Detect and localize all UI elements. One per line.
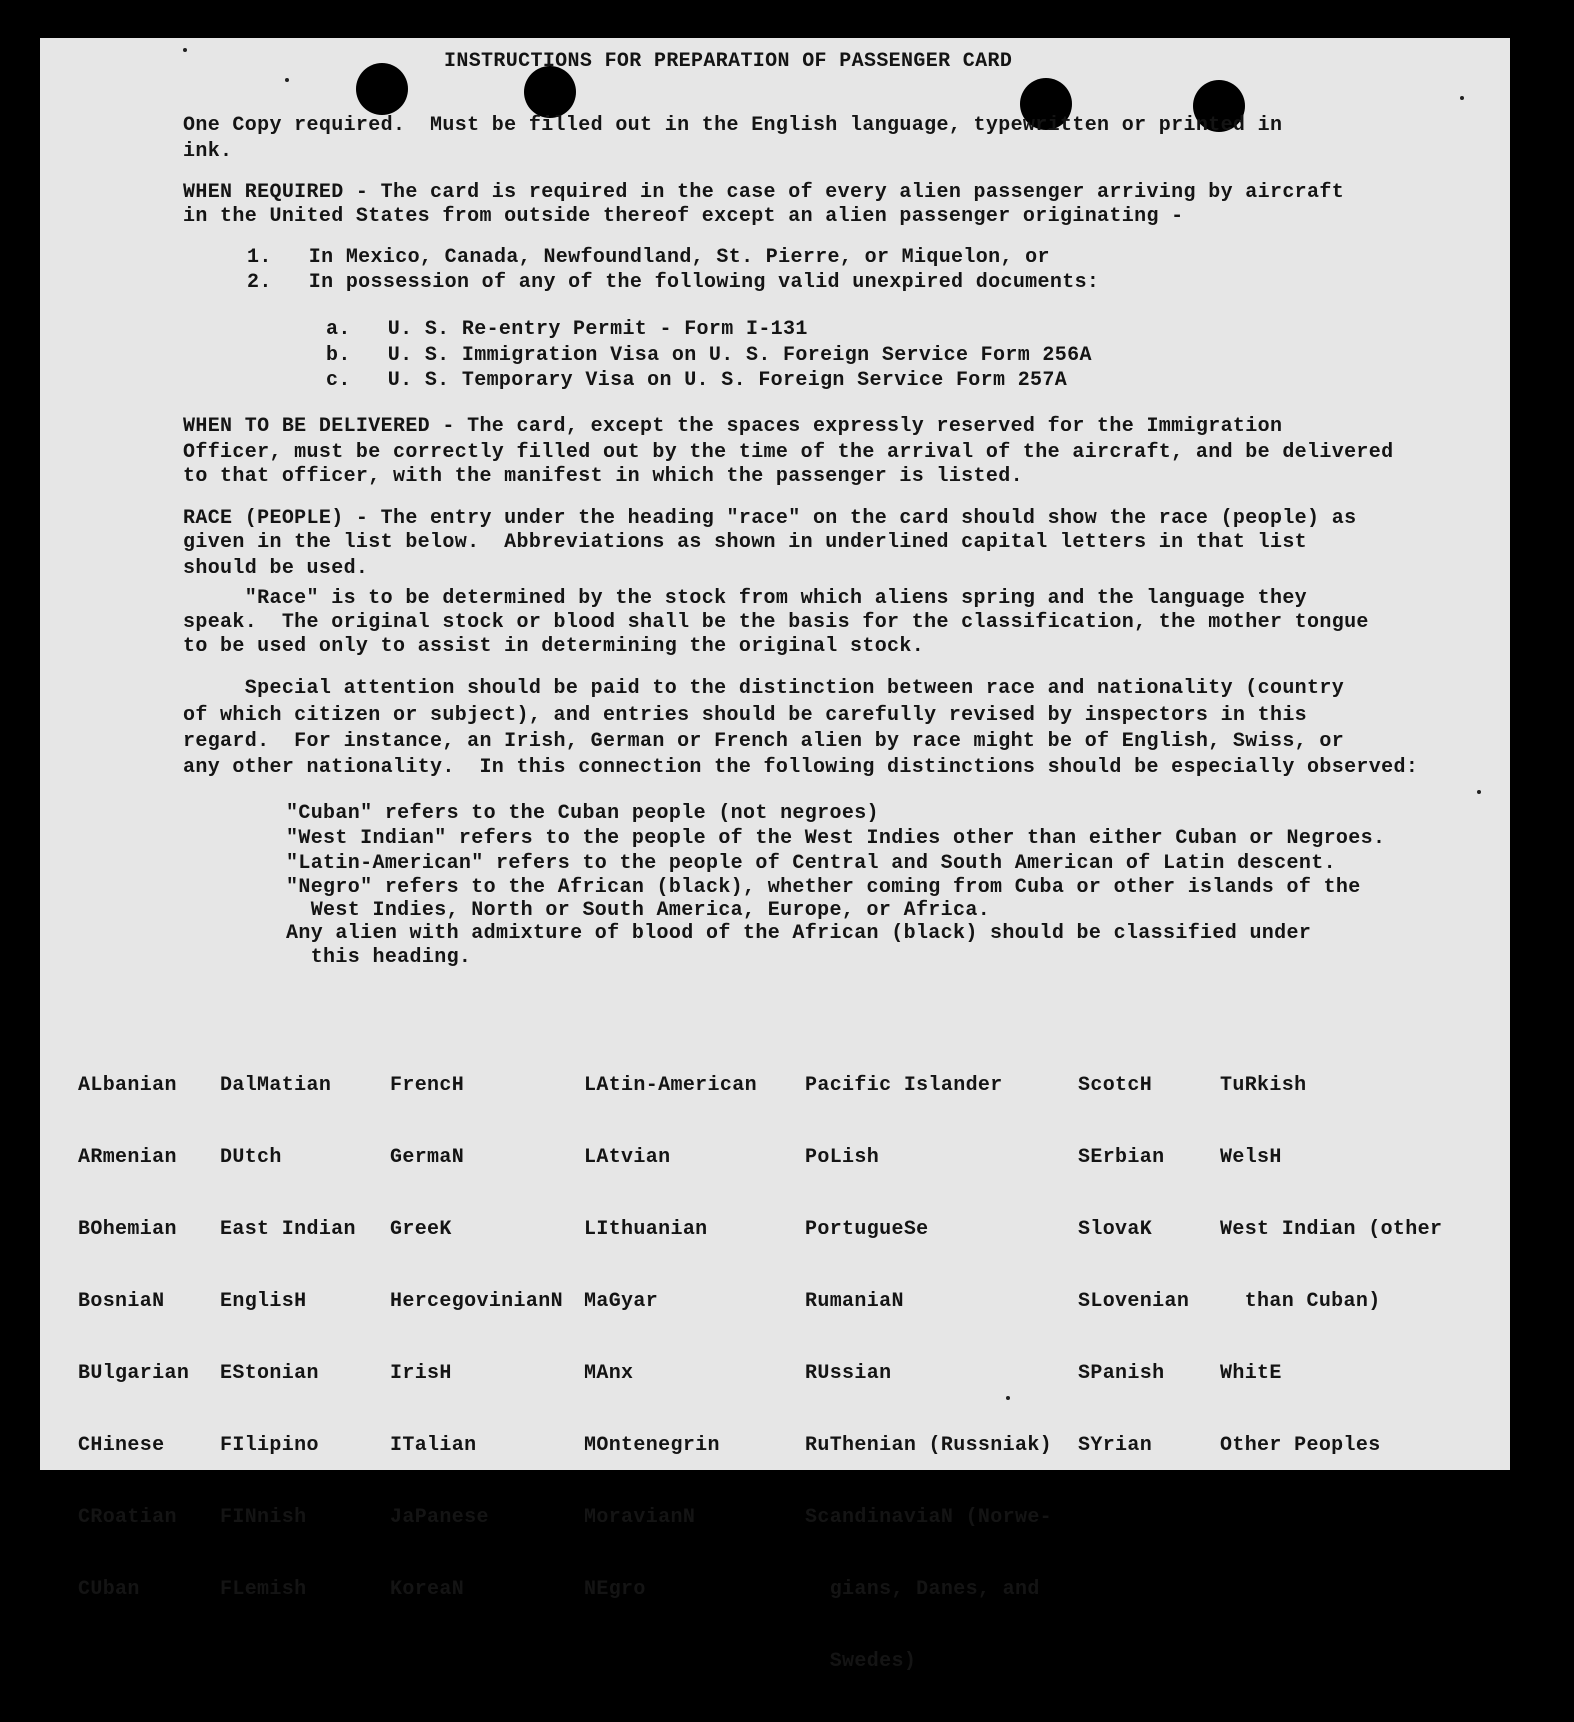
ink-speck <box>1460 96 1464 100</box>
race-entry: SPanish <box>1078 1362 1165 1385</box>
race-entry: MOntenegrin <box>584 1434 720 1457</box>
race-entry: MAnx <box>584 1362 634 1385</box>
ink-speck <box>183 48 187 52</box>
race-entry: LAtvian <box>584 1146 671 1169</box>
race-entry: ScotcH <box>1078 1074 1153 1097</box>
race-entry: DUtch <box>220 1146 282 1169</box>
ink-speck <box>1477 790 1481 794</box>
race-entry: TuRkish <box>1220 1074 1307 1097</box>
race-list-column <box>78 1026 189 1650</box>
race-entry: BUlgarian <box>78 1362 190 1385</box>
distinction-line: "West Indian" refers to the people of the West Indies other than either Cuban or Negroes. <box>286 827 1386 850</box>
race-entry: SLovenian <box>1078 1290 1190 1313</box>
intro-line: One Copy required. Must be filled out in the English language, typewritten or printed in <box>183 114 1283 137</box>
race-entry: than Cuban) <box>1220 1290 1381 1313</box>
race-entry: JaPanese <box>390 1506 489 1529</box>
race-entry: ARmenian <box>78 1146 177 1169</box>
race-entry: East Indian <box>220 1218 356 1241</box>
special-attention-line: Special attention should be paid to the distinction between race and nationality (country <box>183 677 1345 700</box>
race-entry: EStonian <box>220 1362 319 1385</box>
race-entry: LIthuanian <box>584 1218 708 1241</box>
when-required-line: WHEN REQUIRED - The card is required in the case of every alien passenger arriving by aircraft <box>183 181 1345 204</box>
race-list-column <box>1078 1026 1189 1506</box>
race-entry: ScandinaviaN (Norwe- <box>805 1506 1053 1529</box>
distinction-line: West Indies, North or South America, Europe, or Africa. <box>286 899 991 922</box>
when-delivered-line: Officer, must be correctly filled out by the time of the arrival of the aircraft, and be delivered <box>183 441 1394 464</box>
race-entry: CHinese <box>78 1434 165 1457</box>
race-entry: IrisH <box>390 1362 452 1385</box>
distinction-line: "Cuban" refers to the Cuban people (not negroes) <box>286 802 879 825</box>
when-delivered-line: WHEN TO BE DELIVERED - The card, except the spaces expressly reserved for the Immigration <box>183 415 1283 438</box>
race-entry: West Indian (other <box>1220 1218 1443 1241</box>
race-entry: PoLish <box>805 1146 880 1169</box>
race-entry: MaGyar <box>584 1290 659 1313</box>
race-definition-line: to be used only to assist in determining the original stock. <box>183 635 925 658</box>
race-entry: RUssian <box>805 1362 892 1385</box>
race-entry: GreeK <box>390 1218 452 1241</box>
race-entry: FLemish <box>220 1578 307 1601</box>
distinction-line: this heading. <box>286 946 472 969</box>
race-entry: NEgro <box>584 1578 646 1601</box>
lettered-item: c. U. S. Temporary Visa on U. S. Foreign Service Form 257A <box>326 369 1068 392</box>
race-entry: CRoatian <box>78 1506 177 1529</box>
race-list-column <box>584 1026 757 1650</box>
race-entry: RuThenian (Russniak) <box>805 1434 1053 1457</box>
when-required-line: in the United States from outside thereof except an alien passenger originating - <box>183 205 1184 228</box>
document-page <box>40 38 1510 1673</box>
race-line: RACE (PEOPLE) - The entry under the heading "race" on the card should show the race (people) as <box>183 507 1357 530</box>
race-entry: CUban <box>78 1578 140 1601</box>
race-entry: SYrian <box>1078 1434 1153 1457</box>
race-list-column <box>220 1026 356 1650</box>
race-entry: FrencH <box>390 1074 465 1097</box>
race-entry: DalMatian <box>220 1074 332 1097</box>
race-entry: WhitE <box>1220 1362 1282 1385</box>
race-entry: ITalian <box>390 1434 477 1457</box>
race-entry: Swedes) <box>805 1650 917 1673</box>
race-entry: Pacific Islander <box>805 1074 1003 1097</box>
race-list-column <box>390 1026 563 1650</box>
race-entry: PortugueSe <box>805 1218 929 1241</box>
numbered-item: 2. In possession of any of the following valid unexpired documents: <box>247 271 1100 294</box>
race-entry: MoravianN <box>584 1506 696 1529</box>
race-entry: Other Peoples <box>1220 1434 1381 1457</box>
race-entry: GermaN <box>390 1146 465 1169</box>
race-entry: RumaniaN <box>805 1290 904 1313</box>
ink-speck <box>285 78 289 82</box>
race-definition-line: "Race" is to be determined by the stock from which aliens spring and the language they <box>183 587 1308 610</box>
distinction-line: "Negro" refers to the African (black), whether coming from Cuba or other islands of the <box>286 876 1361 899</box>
race-entry: ALbanian <box>78 1074 177 1097</box>
race-entry: SErbian <box>1078 1146 1165 1169</box>
race-entry: HercegovinianN <box>390 1290 563 1313</box>
when-delivered-line: to that officer, with the manifest in which the passenger is listed. <box>183 465 1023 488</box>
race-entry: KoreaN <box>390 1578 465 1601</box>
distinction-line: "Latin-American" refers to the people of Central and South American of Latin descent. <box>286 852 1336 875</box>
distinction-line: Any alien with admixture of blood of the African (black) should be classified under <box>286 922 1312 945</box>
race-entry: FINnish <box>220 1506 307 1529</box>
intro-line: ink. <box>183 140 233 163</box>
race-entry: EnglisH <box>220 1290 307 1313</box>
race-entry: FIlipino <box>220 1434 319 1457</box>
lettered-item: a. U. S. Re-entry Permit - Form I-131 <box>326 318 808 341</box>
special-attention-line: any other nationality. In this connection the following distinctions should be especially observed: <box>183 756 1419 779</box>
special-attention-line: of which citizen or subject), and entries should be carefully revised by inspectors in this <box>183 704 1308 727</box>
race-line: given in the list below. Abbreviations as shown in underlined capital letters in that list <box>183 531 1308 554</box>
race-line: should be used. <box>183 557 369 580</box>
race-list-column <box>1220 1026 1442 1506</box>
numbered-item: 1. In Mexico, Canada, Newfoundland, St. Pierre, or Miquelon, or <box>247 246 1050 269</box>
race-list-column <box>805 1026 1052 1722</box>
race-entry: SlovaK <box>1078 1218 1153 1241</box>
race-entry: LAtin-American <box>584 1074 757 1097</box>
race-entry: BOhemian <box>78 1218 177 1241</box>
page-title: INSTRUCTIONS FOR PREPARATION OF PASSENGER CARD <box>444 50 1013 73</box>
punch-hole <box>356 63 408 115</box>
lettered-item: b. U. S. Immigration Visa on U. S. Foreign Service Form 256A <box>326 344 1092 367</box>
race-entry: gians, Danes, and <box>805 1578 1040 1601</box>
race-entry: BosniaN <box>78 1290 165 1313</box>
race-definition-line: speak. The original stock or blood shall be the basis for the classification, the mother tongue <box>183 611 1369 634</box>
race-entry: WelsH <box>1220 1146 1282 1169</box>
special-attention-line: regard. For instance, an Irish, German or French alien by race might be of English, Swiss, or <box>183 730 1345 753</box>
